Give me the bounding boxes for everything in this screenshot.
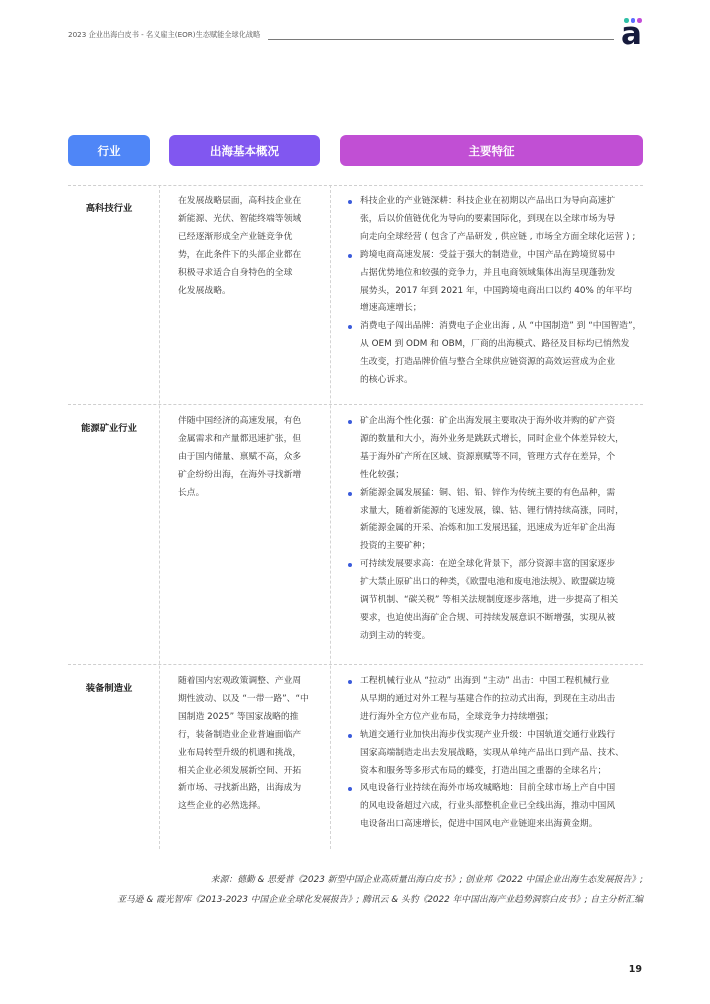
feature-line: 占据优势地位和较强的竞争力，并且电商领域集体出海呈现蓬勃发 [360,267,616,278]
row-divider-1 [68,404,643,405]
column-header-overview: 出海基本概况 [169,135,320,166]
industry-name-hightech: 高科技行业 [85,203,133,214]
features-list-hightech [348,193,646,390]
feature-item [348,727,646,781]
page-number: 19 [628,964,642,975]
overview-line: 这些企业的必然选择。 [178,801,266,812]
bullet-icon [348,492,352,496]
overview-line: 行，装备制造业企业普遍面临产 [178,729,302,740]
feature-line: 消费电子闯出品牌：消费电子企业出海 , 从 “中国制造” 到 “中国智造”， [360,321,642,332]
feature-line: 要求，也迫使出海矿企合规、可持续发展意识不断增强，实现从被 [360,612,616,623]
column-header-features: 主要特征 [340,135,643,166]
overview-text-energy-mining [178,413,318,503]
feature-line: 源的数量和大小，海外业务是跳跃式增长，同时企业个体差异较大， [360,433,624,444]
feature-line: 投资的主要矿种； [360,541,431,552]
feature-line: 从早期的通过对外工程与基建合作的拉动式出海，到现在主动出击 [360,693,616,704]
feature-line: 调节机制、“碳关税” 等相关法规制度逐步落地，进一步提高了相关 [360,595,619,606]
overview-line: 由于国内储量、禀赋不高，众多 [178,451,302,462]
row-divider-2 [68,664,643,665]
feature-line: 生改变，打造品牌价值与整合全球供应链资源的高效运营成为企业 [360,357,616,368]
features-list-equipment [348,673,646,834]
feature-line: 新能源金属发展猛：铜、铝、铅、锌作为传统主要的有色品种，需 [360,487,616,498]
feature-line: 的风电设备超过六成，行业头部整机企业已全线出海，推动中国风 [360,801,616,812]
feature-line: 可持续发展要求高：在逆全球化背景下，部分资源丰富的国家逐步 [360,559,616,570]
feature-line: 求量大，随着新能源的飞速发展，镍、钴、锂行情持续高涨，同时， [360,505,624,516]
feature-item [348,247,646,319]
features-list-energy-mining [348,413,646,646]
feature-line: 跨境电商高速发展：受益于强大的制造业，中国产品在跨境贸易中 [360,249,616,260]
source-citation-line-2: 亚马逊 & 霞光智库《2013-2023 中国企业全球化发展报告》; 腾讯云 & 头豹《2022 年中国出海产业趋势洞察白皮书》; 自主分析汇编 [117,895,643,905]
overview-line: 已经逐渐形成全产业链竞争优 [178,231,293,242]
overview-line: 矿企纷纷出海，在海外寻找新增 [178,469,302,480]
brand-logo [622,18,646,50]
source-citation-line-1: 来源：德勤 & 思爱普《2023 新型中国企业高质量出海白皮书》; 创业邦《2022 中国企业出海生态发展报告》; [210,875,643,885]
feature-item [348,556,646,646]
feature-line: 基于海外矿产所在区域、资源禀赋等不同，管理方式存在差异，个 [360,451,616,462]
overview-line: 在发展战略层面，高科技企业在 [178,196,302,206]
header-rule [268,39,614,40]
industry-name-energy-mining: 能源矿业行业 [81,423,137,434]
feature-item [348,485,646,557]
feature-line: 风电设备行业持续在海外市场攻城略地：目前全球市场上产自中国 [360,783,616,794]
overview-line: 长点。 [178,487,205,498]
column-divider-2 [330,185,331,849]
overview-text-equipment [178,673,318,816]
industry-name-equipment: 装备制造业 [85,683,133,694]
column-divider-1 [159,185,160,849]
feature-line: 科技企业的产业链深耕：科技企业在初期以产品出口为导向高速扩 [360,196,616,206]
bullet-icon [348,325,352,329]
overview-line: 积极寻求适合自身特色的全球 [178,267,293,278]
bullet-icon [348,680,352,684]
column-header-industry: 行业 [68,135,150,166]
feature-line: 扩大禁止原矿出口的种类，《欧盟电池和废电池法规》、欧盟碳边境 [360,577,616,588]
document-header-title: 2023 企业出海白皮书 - 名义雇主(EOR)生态赋能全球化战略 [68,30,261,39]
overview-line: 势，在此条件下的头部企业都在 [178,249,302,260]
feature-item [348,780,646,834]
overview-text-hightech [178,193,318,300]
overview-line: 随着国内宏观政策调整、产业周 [178,676,302,686]
bullet-icon [348,563,352,567]
bullet-icon [348,420,352,424]
feature-line: 轨道交通行业加快出海步伐实现产业升级：中国轨道交通行业践行 [360,729,616,740]
overview-line: 新市场、寻找新出路，出海成为 [178,783,302,794]
feature-line: 的核心诉求。 [360,375,413,386]
feature-line: 向走向全球经营 ( 包含了产品研发 , 供应链 , 市场全方面全球化运营 ) ; [360,231,636,242]
feature-item [348,193,646,247]
feature-line: 性化较强； [360,469,404,480]
feature-line: 张，后以价值链优化为导向的要素国际化，到现在以全球市场为导 [360,213,616,224]
bullet-icon [348,200,352,204]
feature-line: 展势头，2017 年到 2021 年，中国跨境电商出口以约 40% 的年平均 [360,285,632,296]
feature-line: 动到主动的转变。 [360,630,431,641]
overview-line: 新能源、光伏、智能终端等领域 [178,213,302,224]
bullet-icon [348,254,352,258]
feature-line: 国家高端制造走出去发展战略，实现从单纯产品出口到产品、技术、 [360,747,624,758]
overview-line: 业布局转型升级的机遇和挑战， [178,747,302,758]
bullet-icon [348,787,352,791]
row-divider-top [68,185,643,186]
overview-line: 金属需求和产量都迅速扩张，但 [178,433,302,444]
feature-line: 进行海外全方位产业布局，全球竞争力持续增强； [360,711,554,722]
feature-item [348,673,646,727]
overview-line: 国制造 2025” 等国家战略的推 [178,711,299,722]
feature-line: 从 OEM 到 ODM 和 OBM，厂商的出海模式、路径及目标均已悄然发 [360,339,630,350]
feature-item [348,318,646,390]
overview-line: 伴随中国经济的高速发展，有色 [178,416,302,426]
feature-line: 增速高速增长； [360,303,422,314]
feature-line: 电设备出口高速增长，促进中国风电产业链迎来出海黄金期。 [360,819,598,830]
logo-glyph: a [621,16,642,52]
feature-line: 工程机械行业从 “拉动” 出海到 “主动” 出击：中国工程机械行业 [360,676,610,686]
overview-line: 化发展战略。 [178,285,231,296]
overview-line: 相关企业必须发展新空间、开拓 [178,765,302,776]
feature-line: 资本和服务等多形式布局的蝶变，打造出国之重器的全球名片； [360,765,607,776]
bullet-icon [348,734,352,738]
overview-line: 期性波动、以及 “一带一路”、“中 [178,693,309,704]
feature-line: 矿企出海个性化强：矿企出海发展主要取决于海外收并购的矿产资 [360,416,616,426]
feature-item [348,413,646,485]
feature-line: 新能源金属的开采、冶炼和加工发展迅猛，迅速成为近年矿企出海 [360,523,616,534]
